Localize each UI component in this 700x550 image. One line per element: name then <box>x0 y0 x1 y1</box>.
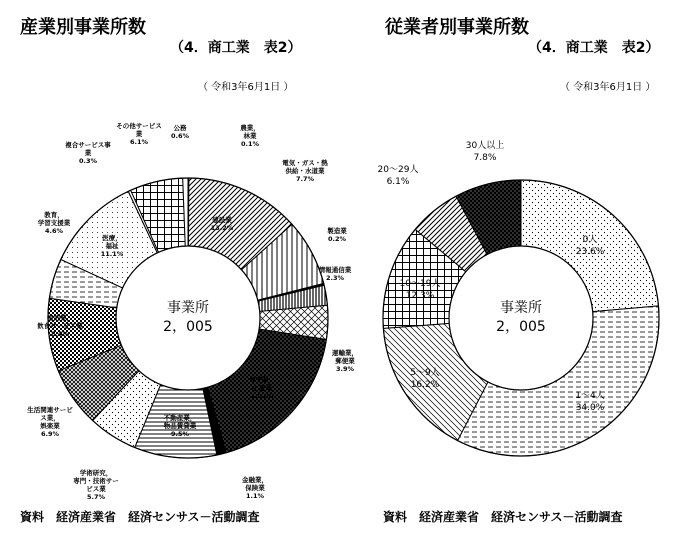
slice-label-left-7: 金融業，保険業 1.1% <box>242 476 268 500</box>
slice-label-left-11: 宿泊業，飲食サービス業 8.4% <box>37 314 83 338</box>
slice-label-right-1: 1～4人 34.0% <box>575 391 605 413</box>
donut-hole <box>449 246 593 390</box>
slice-label-left-13: 医療，福祉 11.1% <box>100 234 124 258</box>
slice-label-left-14: 複合サービス事業 0.3% <box>65 141 111 165</box>
slice-label-left-8: 不動産業，物品賃貸業 9.5% <box>163 414 197 438</box>
slice-label-left-12: 教育，学習支援業 4.6% <box>37 211 71 235</box>
left-source-note: 資料 経済産業省 経済センサス－活動調査 <box>20 510 260 524</box>
slice-label-left-5: 運輸業，郵便業 3.9% <box>332 349 358 373</box>
slice-label-right-3: 10～19人 12.3% <box>399 279 441 301</box>
donut-hole <box>116 246 260 390</box>
slice-label-left-2: 電気・ガス・熱供給・水道業 7.7% <box>282 159 328 183</box>
right-chart-title: 従業者別事業所数 <box>385 17 529 38</box>
slice-label-left-6: 卸売業，小売業 18.1% <box>249 376 275 400</box>
right-center-label: 事業所 <box>500 300 542 316</box>
right-center-value: 2，005 <box>496 319 546 335</box>
slice-label-right-4: 20～29人 6.1% <box>377 165 419 187</box>
slice-label-left-10: 生活関連サービス業，娯楽業 6.9% <box>27 406 73 438</box>
slice-label-right-0: 0人 23.6% <box>575 235 605 257</box>
slice-label-left-9: 学術研究，専門・技術サービス業 5.7% <box>73 469 119 501</box>
left-center-label: 事業所 <box>167 300 209 316</box>
right-source-note: 資料 経済産業省 経済センサス－活動調査 <box>383 510 623 524</box>
right-chart-subtitle: （4．商工業 表2） <box>528 40 660 56</box>
slice-label-left-0: 農業，林業 0.1% <box>240 124 260 148</box>
slice-label-left-3: 製造業 0.2% <box>327 227 347 243</box>
left-chart-date: （ 令和3年6月1日 ） <box>198 82 294 93</box>
slice-label-left-15: その他サービス業 6.1% <box>116 122 162 146</box>
right-chart-date: （ 令和3年6月1日 ） <box>560 82 656 93</box>
left-center-value: 2，005 <box>163 319 213 335</box>
left-chart-subtitle: （4．商工業 表2） <box>170 40 302 56</box>
left-chart-title: 産業別事業所数 <box>20 17 146 38</box>
slice-label-left-16: 公務 0.6% <box>170 124 190 140</box>
slice-label-right-2: 5～9人 16.2% <box>410 368 440 390</box>
slice-label-left-4: 情報通信業 2.3% <box>318 266 352 282</box>
slice-label-left-1: 建設業 13.2% <box>210 216 234 232</box>
slice-label-right-5: 30人以上 7.8% <box>465 141 505 163</box>
employee-size-donut-chart <box>383 180 659 456</box>
